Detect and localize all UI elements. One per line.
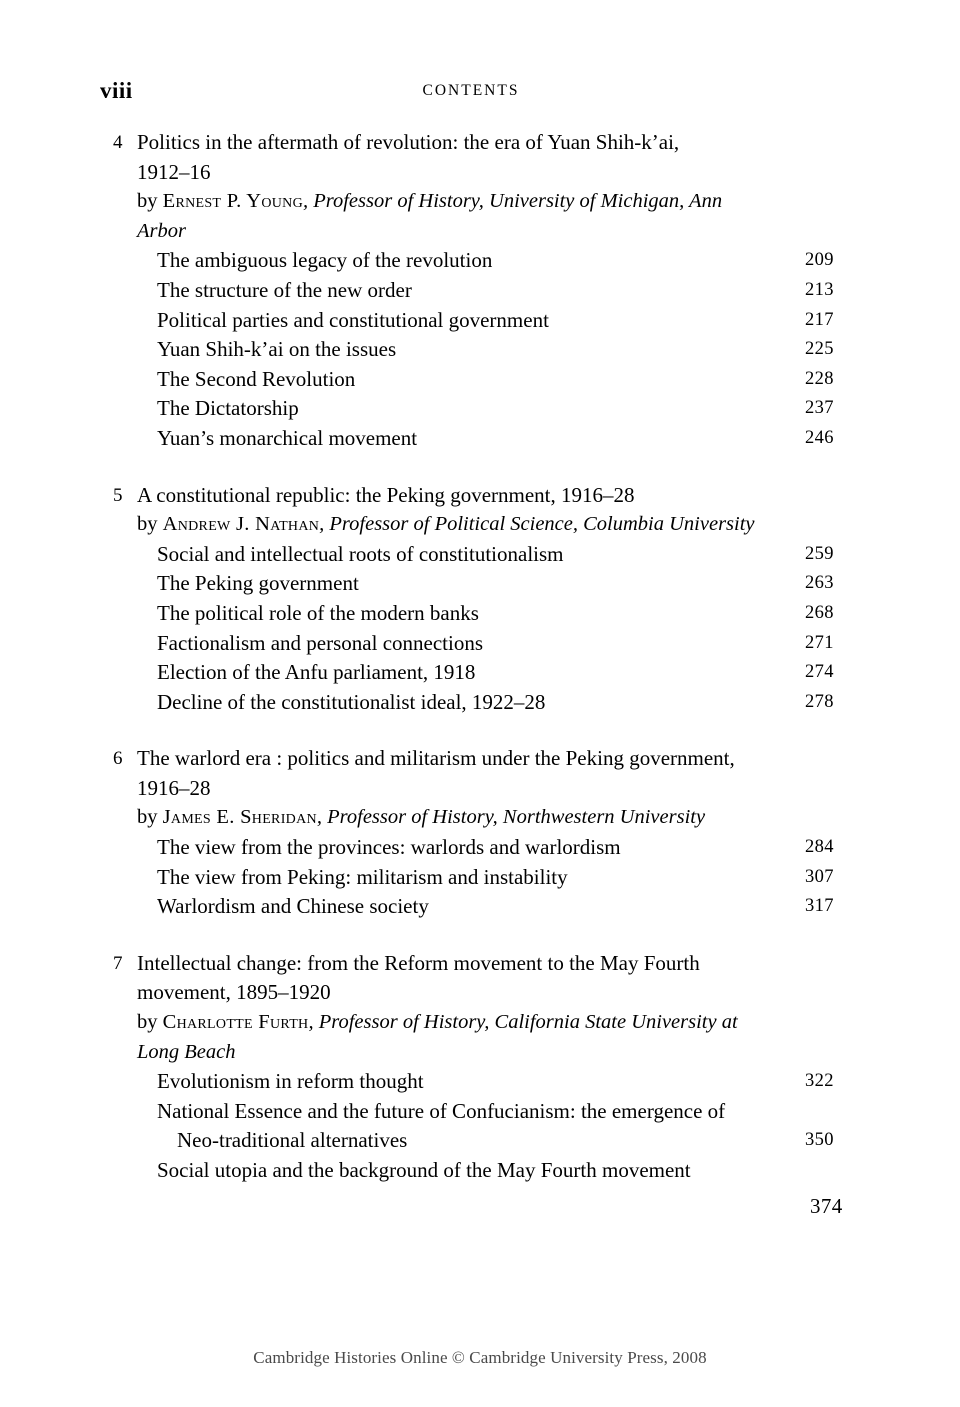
chapter-title-continuation: 1912–16 <box>137 159 211 184</box>
chapter-heading[interactable] <box>113 128 845 187</box>
section-entry[interactable] <box>157 1067 960 1097</box>
chapter-byline <box>137 510 848 540</box>
section-entry[interactable] <box>157 540 960 570</box>
section-entry-list <box>0 833 960 922</box>
section-entry[interactable] <box>157 629 960 659</box>
section-entry[interactable] <box>157 335 960 365</box>
author-affiliation: , Professor of History, Northwestern University <box>316 806 706 829</box>
section-entry[interactable] <box>157 1156 960 1186</box>
section-entry-title: Political parties and constitutional government <box>157 307 549 332</box>
section-entry[interactable] <box>157 276 960 306</box>
section-entry-page-number: 217 <box>805 309 834 330</box>
section-entry-title-continuation <box>177 1126 960 1156</box>
chapter-number: 6 <box>113 748 123 770</box>
section-entry-list <box>0 1067 960 1221</box>
running-head-title: CONTENTS <box>422 82 520 99</box>
chapter-number: 7 <box>113 952 123 974</box>
section-entry-page-number: 322 <box>805 1071 834 1092</box>
section-entry-page-number: 228 <box>805 368 834 389</box>
section-entry-title: Yuan’s monarchical movement <box>157 425 418 450</box>
chapter-block <box>0 744 960 922</box>
section-entry[interactable] <box>157 658 960 688</box>
chapter-title: A constitutional republic: the Peking government, 1916–28 <box>137 482 635 507</box>
section-entry-page-row <box>157 1186 960 1222</box>
section-entry-title: National Essence and the future of Confucianism: the emergence of <box>157 1098 726 1123</box>
author-affiliation: , Professor of History, California State University at <box>308 1011 738 1034</box>
chapter-title: The warlord era : politics and militarism under the Peking government, <box>137 746 735 771</box>
section-entry-page-number: 284 <box>805 837 834 858</box>
section-entry[interactable] <box>157 306 960 336</box>
page-folio: viii <box>100 78 133 103</box>
chapter-author: Charlotte Furth <box>162 1011 309 1034</box>
section-entry-page-number: 350 <box>805 1130 834 1151</box>
table-of-contents <box>0 128 960 1249</box>
section-entry-title: Decline of the constitutionalist ideal, 1922–28 <box>157 689 546 714</box>
chapter-author: Andrew J. Nathan <box>162 513 320 536</box>
section-entry-title: The structure of the new order <box>157 277 412 302</box>
chapter-author: James E. Sheridan <box>162 806 317 829</box>
section-entry-title: Social and intellectual roots of constitutionalism <box>157 541 564 566</box>
section-entry[interactable] <box>157 1097 960 1156</box>
section-entry[interactable] <box>157 569 960 599</box>
running-head <box>100 78 850 108</box>
section-entry[interactable] <box>157 365 960 395</box>
chapter-block <box>0 481 960 718</box>
chapter-heading[interactable] <box>113 949 845 1008</box>
section-entry-page-number: 263 <box>805 573 834 594</box>
section-entry-title: Warlordism and Chinese society <box>157 894 429 919</box>
byline-prefix: by <box>137 190 163 213</box>
chapter-heading[interactable] <box>113 744 845 803</box>
section-entry-page-number: 374 <box>810 1193 843 1218</box>
section-entry-page-number: 209 <box>805 250 834 271</box>
section-entry-title: The Second Revolution <box>157 366 356 391</box>
section-entry[interactable] <box>157 246 960 276</box>
author-affiliation: , Professor of History, University of Michigan, Ann <box>302 190 723 213</box>
chapter-block <box>0 128 960 454</box>
section-entry-title: The Peking government <box>157 571 359 596</box>
section-entry-page-number: 237 <box>805 398 834 419</box>
author-affiliation-continuation: Long Beach <box>137 1040 236 1063</box>
section-entry-title: The political role of the modern banks <box>157 600 479 625</box>
section-entry-page-number: 271 <box>805 632 834 653</box>
section-entry[interactable] <box>157 833 960 863</box>
section-entry[interactable] <box>157 424 960 454</box>
chapter-number: 4 <box>113 132 123 153</box>
byline-prefix: by <box>137 513 163 536</box>
section-entry[interactable] <box>157 892 960 922</box>
footer-credit: Cambridge Histories Online © Cambridge University Press, 2008 <box>253 1348 707 1367</box>
section-entry-page-number: 278 <box>805 691 834 712</box>
chapter-author: Ernest P. Young <box>162 190 303 213</box>
chapter-number: 5 <box>113 484 123 506</box>
section-entry-page-number: 307 <box>805 866 834 887</box>
section-entry-title: The view from Peking: militarism and instability <box>157 864 568 889</box>
section-entry-page-number: 268 <box>805 602 834 623</box>
section-entry-title: The ambiguous legacy of the revolution <box>157 248 493 273</box>
section-entry-title: Election of the Anfu parliament, 1918 <box>157 660 476 685</box>
chapter-byline <box>137 187 848 246</box>
chapter-heading[interactable] <box>113 481 845 511</box>
author-affiliation-continuation: Arbor <box>137 219 186 242</box>
section-entry-title: Social utopia and the background of the May Fourth movement <box>157 1158 691 1182</box>
section-entry-title: The view from the provinces: warlords and warlordism <box>157 835 621 860</box>
author-affiliation: , Professor of Political Science, Columbia University <box>319 513 755 536</box>
section-entry-list <box>0 540 960 718</box>
section-entry[interactable] <box>157 599 960 629</box>
section-entry-page-number: 213 <box>805 279 834 300</box>
section-entry-title: Evolutionism in reform thought <box>157 1069 424 1094</box>
chapter-title-continuation: movement, 1895–1920 <box>137 980 331 1005</box>
chapter-byline <box>137 1008 848 1067</box>
section-entry[interactable] <box>157 863 960 893</box>
section-entry-title-continuation-text: Neo-traditional alternatives <box>177 1128 408 1153</box>
byline-prefix: by <box>137 806 163 829</box>
section-entry-page-number: 317 <box>805 896 834 917</box>
section-entry-page-number: 225 <box>805 339 834 360</box>
section-entry-title: Factionalism and personal connections <box>157 630 484 655</box>
byline-prefix: by <box>137 1011 163 1034</box>
chapter-title: Intellectual change: from the Reform movement to the May Fourth <box>137 950 700 975</box>
section-entry-list <box>0 246 960 453</box>
chapter-byline <box>137 803 848 833</box>
chapter-title-continuation: 1916–28 <box>137 775 211 800</box>
section-entry-page-number: 246 <box>805 427 834 448</box>
section-entry-title: Yuan Shih-k’ai on the issues <box>157 337 397 362</box>
chapter-title: Politics in the aftermath of revolution: the era of Yuan Shih-k’ai, <box>137 130 680 154</box>
section-entry-page-number: 274 <box>805 662 834 683</box>
section-entry-page-number: 259 <box>805 543 834 564</box>
chapter-block <box>0 949 960 1222</box>
section-entry[interactable] <box>157 688 960 718</box>
section-entry[interactable] <box>157 394 960 424</box>
section-entry-title: The Dictatorship <box>157 396 299 421</box>
